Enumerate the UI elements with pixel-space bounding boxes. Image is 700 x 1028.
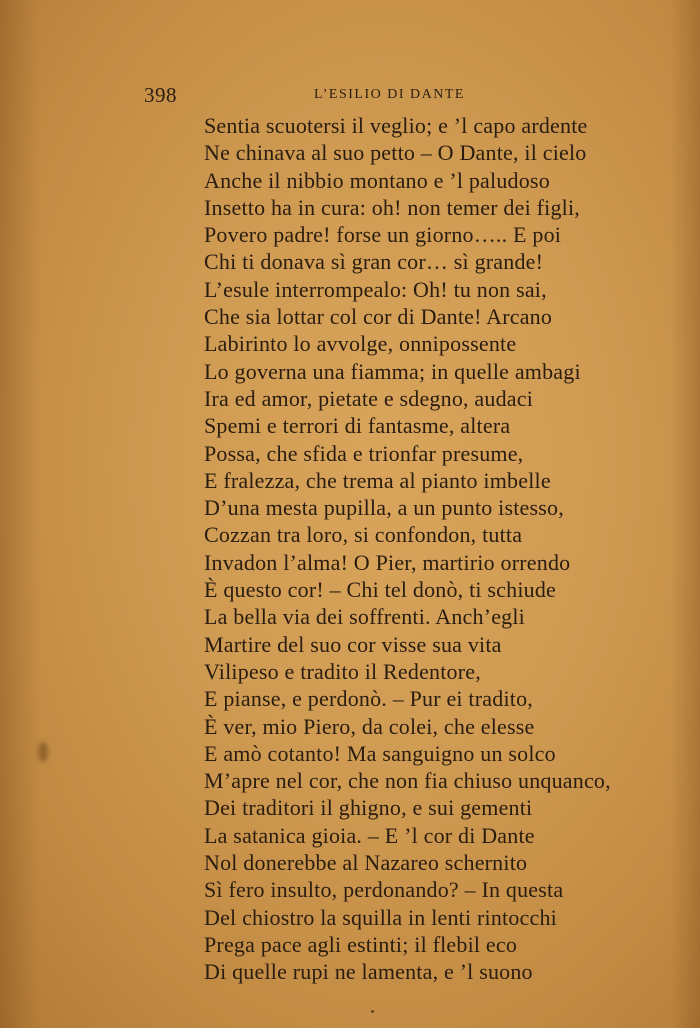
poem-line: Sì fero insulto, perdonando? – In questa (204, 877, 564, 903)
poem-line: Che sia lottar col cor di Dante! Arcano (204, 304, 553, 330)
page-header (144, 83, 614, 107)
poem-line: Invadon l’alma! O Pier, martirio orrendo (204, 549, 571, 575)
poem-line: Sentia scuotersi il veglio; e ’l capo ardente (204, 113, 588, 138)
poem-line: Ira ed amor, pietate e sdegno, audaci (204, 385, 534, 411)
poem-line: Martire del suo cor visse sua vita (204, 631, 502, 657)
ink-dot (371, 1010, 374, 1013)
poem-line: Possa, che sfida e trionfar presume, (204, 440, 524, 466)
page-number: 398 (144, 83, 177, 107)
poem-line: Prega pace agli estinti; il flebil eco (204, 931, 518, 957)
page-shadow-left (0, 0, 40, 1028)
poem-line: La satanica gioia. – E ’l cor di Dante (204, 822, 535, 848)
poem-body (204, 112, 664, 986)
poem-line: Povero padre! forse un giorno….. E poi (204, 222, 562, 248)
poem-line: È ver, mio Piero, da colei, che elesse (204, 713, 535, 739)
poem-line: Cozzan tra loro, si confondon, tutta (204, 522, 523, 548)
poem-line: Di quelle rupi ne lamenta, e ’l suono (204, 959, 533, 985)
poem-line: Lo governa una fiamma; in quelle ambagi (204, 358, 581, 384)
poem-line: L’esule interrompealo: Oh! tu non sai, (204, 276, 547, 302)
poem-line: Vilipeso e tradito il Redentore, (204, 658, 481, 684)
poem-line: Nol donerebbe al Nazareo schernito (204, 850, 528, 876)
poem-line: D’una mesta pupilla, a un punto istesso, (204, 495, 564, 521)
poem-line: E pianse, e perdonò. – Pur ei tradito, (204, 686, 533, 712)
poem-line: Insetto ha in cura: oh! non temer dei figli, (204, 194, 580, 220)
poem-line: È questo cor! – Chi tel donò, ti schiude (204, 577, 556, 603)
poem-line: Del chiostro la squilla in lenti rintocchi (204, 904, 557, 930)
poem-line: E fralezza, che trema al pianto imbelle (204, 467, 551, 493)
poem-line: M’apre nel cor, che non fia chiuso unquanco, (204, 768, 611, 794)
poem-line: E amò cotanto! Ma sanguigno un solco (204, 740, 556, 766)
poem-line: La bella via dei soffrenti. Anch’egli (204, 604, 525, 630)
poem-line: Ne chinava al suo petto – O Dante, il cielo (204, 140, 587, 166)
poem-line: Spemi e terrori di fantasme, altera (204, 413, 511, 439)
poem-line: Dei traditori il ghigno, e sui gementi (204, 795, 533, 821)
poem-line: Chi ti donava sì gran cor… sì grande! (204, 249, 544, 275)
ink-smudge (38, 742, 48, 762)
page-shadow-right (670, 0, 700, 1028)
poem-line: Anche il nibbio montano e ’l paludoso (204, 167, 550, 193)
running-title: L’ESILIO DI DANTE (314, 87, 465, 102)
poem-line: Labirinto lo avvolge, onnipossente (204, 331, 517, 357)
